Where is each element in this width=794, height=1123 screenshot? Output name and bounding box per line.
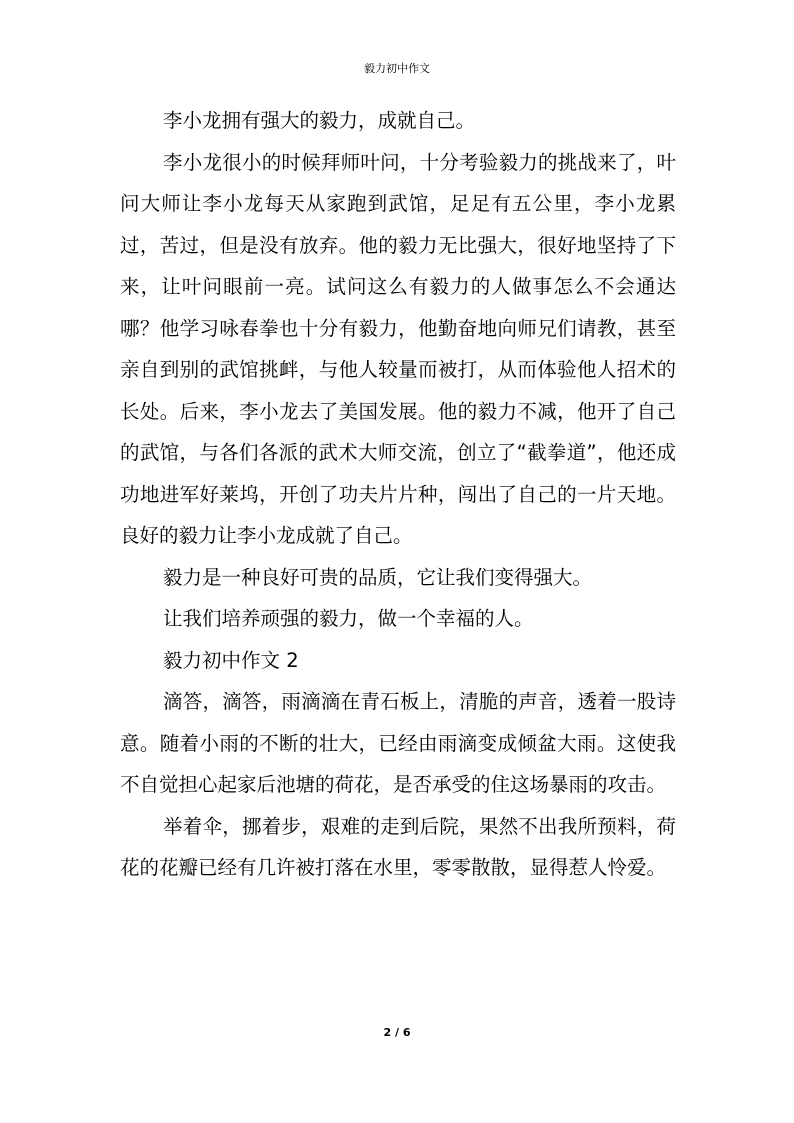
page-header-title: 毅力初中作文 [364,62,430,75]
paragraph-6: 举着伞，挪着步，艰难的走到后院，果然不出我所预料，荷花的花瓣已经有几许被打落在水里，零零散散，显得惹人怜爱。 [120,814,676,879]
paragraph-5: 滴答，滴答，雨滴滴在青石板上，清脆的声音，透着一股诗意。随着小雨的不断的壮大，已经由雨滴变成倾盆大雨。这使我不自觉担心起家后池塘的荷花，是否承受的住这场暴雨的攻击。 [120,690,676,796]
paragraph-4: 让我们培养顽强的毅力，做一个幸福的人。 [163,607,534,630]
paragraph-3: 毅力是一种良好可贵的品质，它让我们变得强大。 [163,565,593,589]
page-number: 2 / 6 [383,1026,411,1039]
document-body [120,100,676,889]
paragraph-1: 李小龙拥有强大的毅力，成就自己。 [163,109,476,132]
section-heading: 毅力初中作文 2 [163,648,299,672]
paragraph-2: 李小龙很小的时候拜师叶问，十分考验毅力的挑战来了，叶问大师让李小龙每天从家跑到武馆，足足有五公里，李小龙累过，苦过，但是没有放弃。他的毅力无比强大，很好地坚持了下来，让叶问眼前一亮。试问这么有毅力的人做事怎么不会通达哪？他学习咏春拳也十分有毅力，他勤奋地向师兄们请教，甚至亲自到别的武馆挑衅，与他人较量而被打，从而体验他人招术的长处。后来，李小龙去了美国发展。他的毅力不减，他开了自己的武馆，与各们各派的武术大师交流，创立了“截拳道”，他还成功地进军好莱坞，开创了功夫片片种，闯出了自己的一片天地。良好的毅力让李小龙成就了自己。 [120,150,676,547]
